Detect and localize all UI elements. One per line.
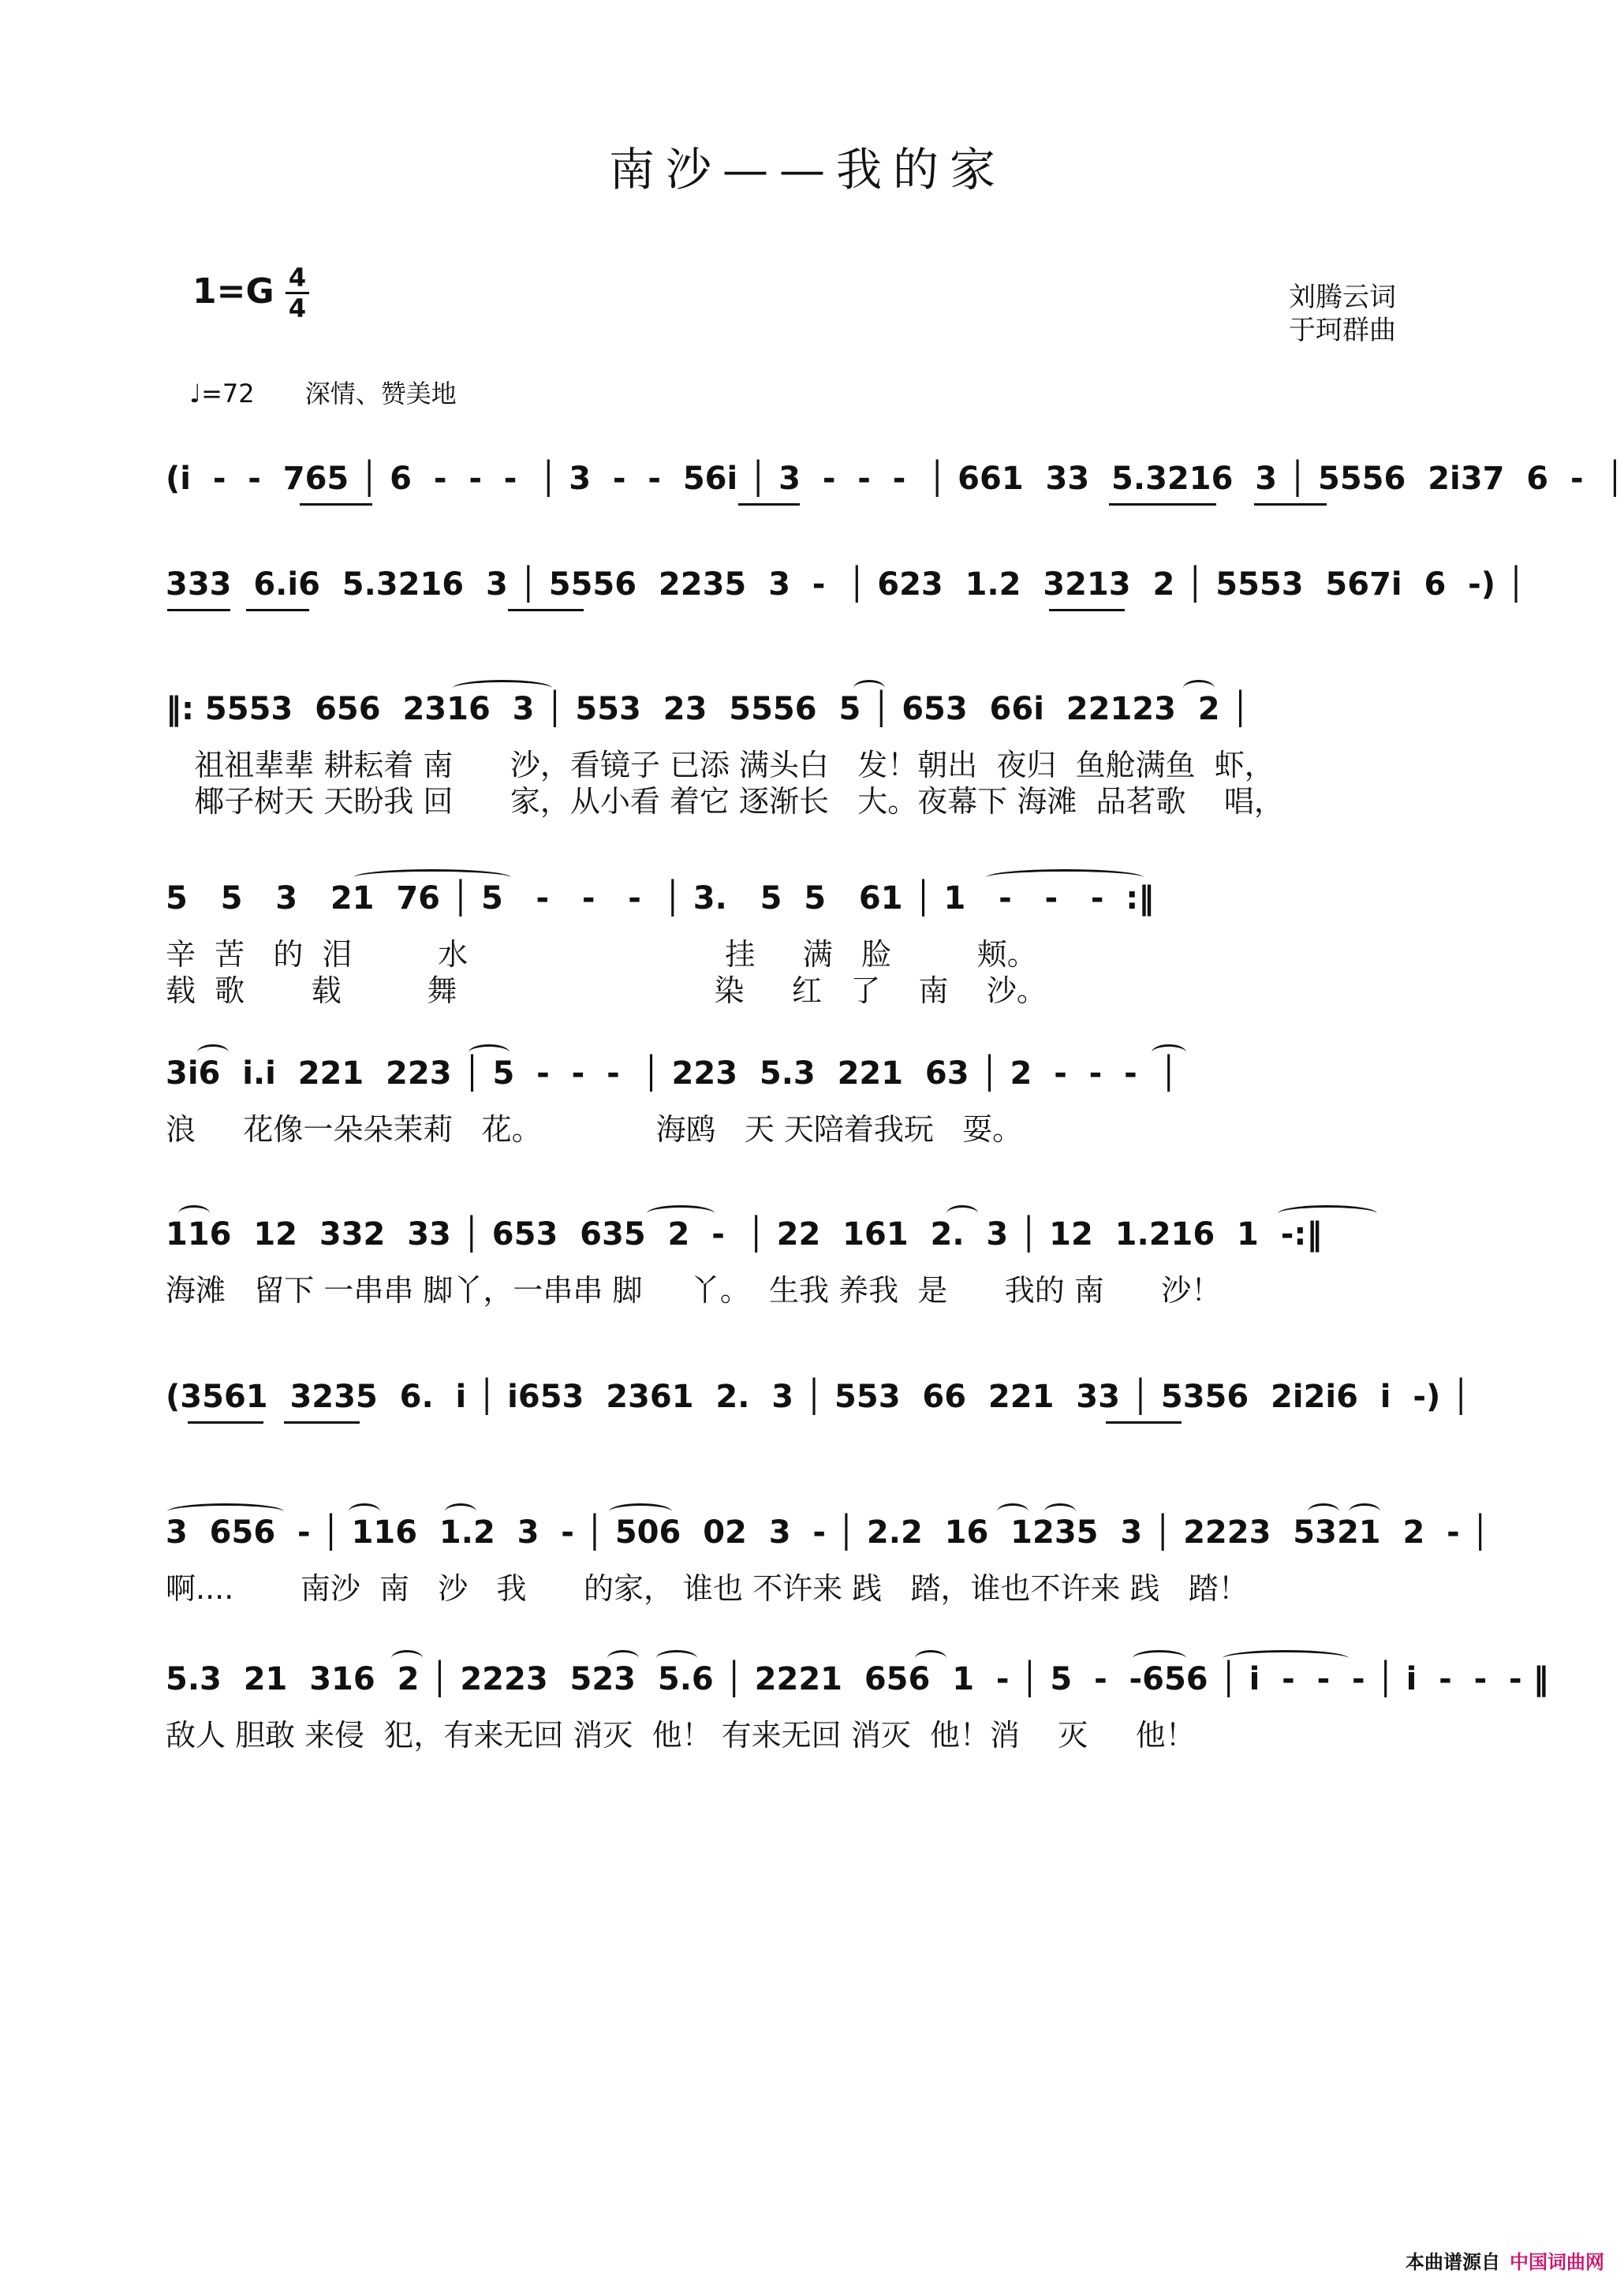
notes-line: 5 5 3 21 76 │ 5 - - - │ 3. 5 5 61 │ 1 - - - :‖: [166, 880, 1155, 917]
slur: [349, 1503, 380, 1520]
slur: [453, 680, 552, 696]
lyric-verse-1: 祖祖辈辈 耕耘着 南 沙，看镜子 已添 满头白 发！朝出 夜归 鱼舱满鱼 虾，: [166, 748, 1275, 782]
notes-line: (i - - 765 │ 6 - - - │ 3 - - 56i │ 3 - - - │ 661 33 5.3216 3 │ 5556 2i37 6 - │: [166, 461, 1624, 497]
beam: [300, 503, 372, 506]
meter-bottom: 4: [288, 293, 307, 323]
slur: [997, 1503, 1029, 1520]
lyric-verse-1: 辛 苦 的 泪 水 挂 满 脸 颊。: [166, 937, 1037, 972]
beam: [188, 1421, 263, 1424]
beam: [1254, 503, 1327, 506]
slur: [167, 1503, 284, 1520]
slur: [1223, 1650, 1349, 1667]
footer-source-text: 本曲谱源自: [1406, 2251, 1500, 2273]
beam: [284, 1421, 360, 1424]
slur: [1183, 680, 1215, 696]
beam: [1049, 609, 1125, 611]
slur: [1133, 1650, 1186, 1667]
slur: [1308, 1503, 1339, 1520]
slur: [946, 1205, 978, 1222]
slur: [1044, 1503, 1076, 1520]
slur: [1152, 1044, 1186, 1061]
system-4: [166, 874, 1459, 1032]
system-9: [166, 1655, 1549, 1813]
lyric-verse-1: 浪 花像一朵朵茉莉 花。 海鸥 天 天陪着我玩 耍。: [166, 1112, 1023, 1147]
notes-line: 333 6.i6 5.3216 3 │ 5556 2235 3 - │ 623 1.2 3213 2 │ 5553 567i 6 -) │: [166, 566, 1526, 603]
beam: [508, 609, 584, 611]
system-6: [166, 1210, 1459, 1368]
slur: [853, 680, 885, 696]
notes-line: 116 12 332 33 │ 653 635 2 - │ 22 161 2. 3 │ 12 1.216 1 -:‖: [166, 1216, 1323, 1253]
notes-line: (3561 3235 6. i │ i653 2361 2. 3 │ 553 66 221 33 │ 5356 2i2i6 i -) │: [166, 1379, 1471, 1415]
slur: [656, 1650, 697, 1667]
beam: [167, 609, 230, 611]
notes-line: 3 656 - │ 116 1.2 3 - │ 506 02 3 - │ 2.2 16 1235 3 │ 2223 5321 2 - │: [166, 1514, 1490, 1551]
source-footer: [1406, 2246, 1604, 2274]
notes-line: 5.3 21 316 2 │ 2223 523 5.6 │ 2221 656 1 - │ 5 - -656 │ i - - - │ i - - - ‖: [166, 1661, 1549, 1697]
notes-line: 3i6 i.i 221 223 │ 5 - - - │ 223 5.3 221 63 │ 2 - - - │: [166, 1055, 1178, 1092]
slur: [609, 1503, 672, 1520]
beam: [246, 609, 309, 611]
composer: 于珂群曲: [1289, 315, 1396, 346]
slur: [469, 1044, 510, 1061]
score-title: 南沙——我的家: [608, 143, 1006, 196]
slur: [1349, 1503, 1380, 1520]
meter-top: 4: [286, 265, 309, 294]
system-8: [166, 1508, 1490, 1666]
beam: [738, 503, 800, 506]
notes-line: ‖: 5553 656 2316 3 │ 553 23 5556 5 │ 653 66i 22123 2 │: [166, 691, 1250, 727]
system-5: [166, 1049, 1459, 1207]
lyric-verse-1: 海滩 留下 一串串 脚丫，一串串 脚 丫。 生我 养我 是 我的 南 沙！: [166, 1273, 1222, 1308]
tempo-value: ♩=72: [189, 379, 255, 409]
lyric-verse-1: 啊.... 南沙 南 沙 我 的家， 谁也 不许来 践 踏，谁也不许来 践 踏！: [166, 1571, 1249, 1606]
beam: [1106, 1421, 1182, 1424]
key-text: 1=G: [192, 271, 274, 312]
slur: [353, 869, 511, 886]
beam: [1109, 503, 1216, 506]
slur: [197, 1044, 229, 1061]
slur: [647, 1205, 715, 1222]
slur: [445, 1503, 476, 1520]
slur: [986, 869, 1144, 886]
footer-brand-link[interactable]: 中国词曲网: [1510, 2251, 1604, 2273]
expression-text: 深情、赞美地: [304, 379, 457, 409]
lyricist: 刘腾云词: [1289, 282, 1396, 313]
slur: [1278, 1205, 1377, 1222]
slur: [607, 1650, 639, 1667]
system-3: [166, 685, 1459, 842]
slur: [391, 1650, 423, 1667]
lyric-verse-2: 载 歌 载 舞 染 红 了 南 沙。: [166, 973, 1047, 1008]
lyric-verse-2: 椰子树天 天盼我 回 家，从小看 着它 逐渐长 大。夜幕下 海滩 品茗歌 唱，: [166, 784, 1284, 819]
slur: [915, 1650, 946, 1667]
lyric-verse-1: 敌人 胆敢 来侵 犯，有来无回 消灭 他！ 有来无回 消灭 他！消 灭 他！: [166, 1718, 1196, 1753]
slur: [178, 1205, 210, 1222]
